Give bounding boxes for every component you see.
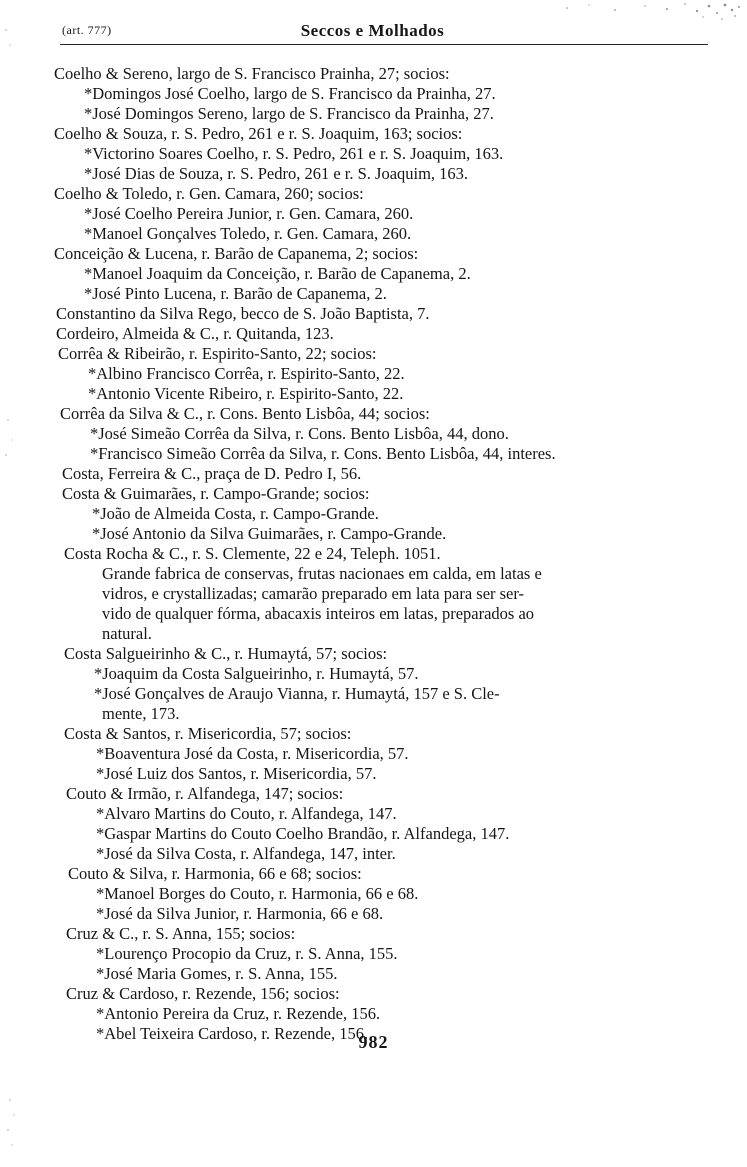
entry-line: *Antonio Vicente Ribeiro, r. Espirito-Santo, 22. — [88, 384, 404, 403]
entry-line: *José Maria Gomes, r. S. Anna, 155. — [96, 964, 338, 983]
entry-line: *Alvaro Martins do Couto, r. Alfandega, 147. — [96, 804, 397, 823]
entry-line: *Domingos José Coelho, largo de S. Francisco da Prainha, 27. — [84, 84, 496, 103]
entry-line: Costa Salgueirinho & C., r. Humaytá, 57; socios: — [64, 644, 388, 663]
entry-line: Costa & Santos, r. Misericordia, 57; socios: — [64, 724, 352, 743]
entry-line: *Lourenço Procopio da Cruz, r. S. Anna, 155. — [96, 944, 398, 963]
entry-line: *Gaspar Martins do Couto Coelho Brandão, r. Alfandega, 147. — [96, 824, 510, 843]
entry-line: Corrêa & Ribeirão, r. Espirito-Santo, 22; socios: — [58, 344, 377, 363]
entry-line: *João de Almeida Costa, r. Campo-Grande. — [92, 504, 379, 523]
header-rule — [60, 44, 708, 45]
entry-line: Costa & Guimarães, r. Campo-Grande; socios: — [62, 484, 370, 503]
entry-line: Conceição & Lucena, r. Barão de Capanema, 2; socios: — [54, 244, 419, 263]
entry-line: *José Domingos Sereno, largo de S. Francisco da Prainha, 27. — [84, 104, 494, 123]
entry-line: *José da Silva Costa, r. Alfandega, 147, inter. — [96, 844, 396, 863]
entry-line: Costa Rocha & C., r. S. Clemente, 22 e 24, Teleph. 1051. — [64, 544, 441, 563]
entry-line: *José Luiz dos Santos, r. Misericordia, 57. — [96, 764, 377, 783]
description-line: vido de qualquer fórma, abacaxis inteiros em latas, preparados ao — [102, 604, 535, 623]
entry-line: Constantino da Silva Rego, becco de S. João Baptista, 7. — [56, 304, 430, 323]
entry-line: Coelho & Toledo, r. Gen. Camara, 260; socios: — [54, 184, 364, 203]
print-speckle-decoration — [527, 0, 747, 30]
entry-line: *Francisco Simeão Corrêa da Silva, r. Cons. Bento Lisbôa, 44, interes. — [90, 444, 556, 463]
entry-line: mente, 173. — [102, 704, 180, 723]
entry-line: *José Pinto Lucena, r. Barão de Capanema, 2. — [84, 284, 387, 303]
entry-line: Corrêa da Silva & C., r. Cons. Bento Lisbôa, 44; socios: — [60, 404, 430, 423]
description-line: vidros, e crystallizadas; camarão preparado em lata para ser ser- — [102, 584, 525, 603]
entry-line: *Antonio Pereira da Cruz, r. Rezende, 156. — [96, 1004, 381, 1023]
entry-line: *José Antonio da Silva Guimarães, r. Campo-Grande. — [92, 524, 447, 543]
description-line: Grande fabrica de conservas, frutas nacionaes em calda, em latas e — [102, 564, 542, 583]
entry-line: *Manoel Borges do Couto, r. Harmonia, 66 e 68. — [96, 884, 419, 903]
section-title: Seccos e Molhados — [300, 21, 445, 40]
entry-line: Couto & Irmão, r. Alfandega, 147; socios: — [66, 784, 344, 803]
entry-line: *José da Silva Junior, r. Harmonia, 66 e 68. — [96, 904, 384, 923]
entry-line: *Manoel Joaquim da Conceição, r. Barão de Capanema, 2. — [84, 264, 471, 283]
entry-line: *Abel Teixeira Cardoso, r. Rezende, 156. — [96, 1024, 369, 1043]
entry-line: *Victorino Soares Coelho, r. S. Pedro, 261 e r. S. Joaquim, 163. — [84, 144, 504, 163]
entry-line: Cruz & Cardoso, r. Rezende, 156; socios: — [66, 984, 340, 1003]
entry-line: Cruz & C., r. S. Anna, 155; socios: — [66, 924, 296, 943]
page-number: 982 — [358, 1032, 389, 1052]
entry-line: *Boaventura José da Costa, r. Misericordia, 57. — [96, 744, 409, 763]
entry-line: *José Simeão Corrêa da Silva, r. Cons. Bento Lisbôa, 44, dono. — [90, 424, 509, 443]
entry-line: Coelho & Sereno, largo de S. Francisco Prainha, 27; socios: — [54, 64, 450, 83]
entry-line: Cordeiro, Almeida & C., r. Quitanda, 123. — [56, 324, 334, 343]
entry-line: *José Dias de Souza, r. S. Pedro, 261 e r. S. Joaquim, 163. — [84, 164, 469, 183]
article-reference: (art. 777) — [62, 23, 112, 37]
entry-line: Costa, Ferreira & C., praça de D. Pedro I, 56. — [62, 464, 362, 483]
entry-line: *José Coelho Pereira Junior, r. Gen. Camara, 260. — [84, 204, 414, 223]
entry-line: *Albino Francisco Corrêa, r. Espirito-Santo, 22. — [88, 364, 405, 383]
entry-line: *Joaquim da Costa Salgueirinho, r. Humaytá, 57. — [94, 664, 419, 683]
entry-line: *José Gonçalves de Araujo Vianna, r. Humaytá, 157 e S. Cle- — [94, 684, 500, 703]
entry-line: *Manoel Gonçalves Toledo, r. Gen. Camara, 260. — [84, 224, 412, 243]
entry-line: Couto & Silva, r. Harmonia, 66 e 68; socios: — [68, 864, 362, 883]
entry-line: Coelho & Souza, r. S. Pedro, 261 e r. S. Joaquim, 163; socios: — [54, 124, 463, 143]
margin-speckles — [0, 0, 30, 1167]
description-line: natural. — [102, 624, 152, 643]
